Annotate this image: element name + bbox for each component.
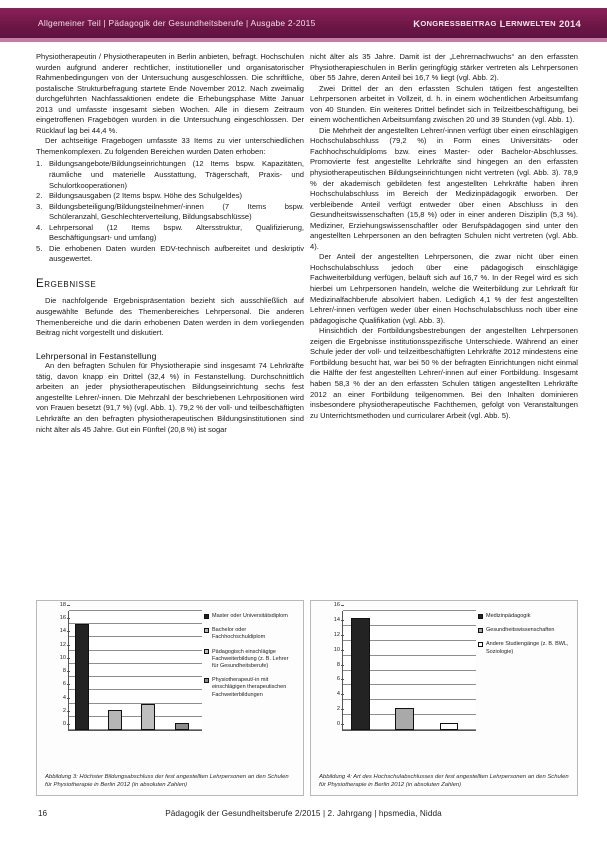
gridline	[69, 716, 202, 717]
gridline	[69, 650, 202, 651]
gridline	[69, 636, 202, 637]
subsection-heading-lehrpersonal: Lehrpersonal in Festanstellung	[36, 350, 157, 361]
left-paragraph-2: Der achtseitige Fragebogen umfasste 33 Items zu vier unterschiedlichen Themenkomplexen. Zu folgenden Bereichen wurden Daten erhoben:	[36, 136, 304, 156]
y-axis-tick-label: 10	[59, 654, 66, 661]
bar-3	[141, 704, 155, 730]
legend-swatch-icon	[478, 642, 483, 647]
legend-label: Physiotherapeut/-in mit einschlägigen therapeutischen Fachweiterbildungen	[212, 677, 287, 698]
list-item-text: Die erhobenen Daten wurden EDV-technisch aufbereitet und deskriptiv ausgewertet.	[49, 243, 304, 264]
legend-swatch-icon	[204, 614, 209, 619]
y-axis-tick-label: 16	[59, 615, 66, 622]
y-axis-tick-label: 0	[336, 721, 340, 727]
right-paragraph-2: Zwei Drittel der an den erfassten Schulen tätigen fest angestellten Lehrpersonen arbeitet in Vollzeit, d. h. in einem wöchentlichen Arbeitsumfang von 40 Stunden. Ein weiteres Drittel befindet sich in Teilzeitbeschäftigung, bei einem wöchentlichen Arbeitsumfang zwischen 20 und 39 Stunden (vgl. Abb. 1).	[310, 83, 578, 125]
legend-swatch-icon	[204, 628, 209, 633]
gridline	[69, 623, 202, 624]
left-paragraph-1: Physiotherapeutin / Physiotherapeuten in Berlin anbieten, befragt. Hochschulen wurden aufgrund anderer rechtlicher, institutioneller und organisatorischer Rahmenbedingungen von der Untersuchung ausgeschlossen. Die schriftliche, postalische Strukturbefragung startete Ende November 2012. Nach zweimalig durchgeführten Nachfassaktionen endete die Erhebungsphase Mitte Januar 2013 und umfasste insgesamt sieben Wochen. Alle in diesem Zeitraum eingetroffenen Fragebögen wurden in die Untersuchung eingeschlossen. Der Rücklauf lag bei 44,4 %.	[36, 52, 304, 135]
chart-area-abbildung-3	[42, 602, 298, 747]
bar-2	[108, 710, 122, 730]
header-kongress-rest: ONGRESSBEITRAG	[420, 18, 497, 28]
header-kongress-initial: K	[413, 17, 421, 29]
list-item-number: 5.	[36, 243, 43, 253]
y-axis-tick-label: 4	[336, 691, 340, 698]
legend-swatch-icon	[478, 614, 483, 619]
left-column	[36, 52, 304, 435]
y-axis-tick-label: 12	[59, 641, 66, 648]
plot-abbildung-4	[333, 602, 476, 731]
list-item-text: Bildungsangebote/Bildungseinrichtungen (12 Items bspw. Kapazitäten, räumliche und materielle Ausstattung, Trägerschaft, Praxis- und Schulortkooperationen)	[49, 159, 304, 190]
legend-label: Medizinpädagogik	[486, 613, 531, 619]
figure-caption-abbildung-3: Abbildung 3: Höchster Bildungsabschluss der fest angestellten Lehrpersonen an den Schulen für Physiotherapie in Berlin 2012 (in absoluten Zahlen)	[45, 773, 289, 788]
list-item-number: 4.	[36, 222, 43, 232]
list-item-number: 2.	[36, 191, 43, 201]
bar-4	[175, 723, 189, 730]
header-lernwelten-rest: ERNWELTEN	[505, 18, 556, 28]
bar-1	[75, 624, 89, 730]
legend-row	[204, 649, 296, 671]
legend-abbildung-3	[204, 613, 296, 706]
list-item	[36, 159, 304, 191]
header-congress-label	[413, 8, 581, 38]
figure-caption-abbildung-4: Abbildung 4: Art des Hochschulabschlusses der fest angestellten Lehrpersonen an den Schulen für Physiotherapie in Berlin 2012 (in absoluten Zahlen)	[319, 773, 569, 788]
legend-label: Andere Studiengänge (z. B. BWL, Soziologie)	[486, 641, 569, 655]
legend-swatch-icon	[478, 628, 483, 633]
list-item-number: 1.	[36, 159, 43, 169]
y-axis-tick-label: 12	[333, 631, 340, 638]
bar-2	[395, 708, 414, 730]
legend-swatch-icon	[204, 649, 209, 654]
y-axis-tick-label: 6	[336, 676, 340, 683]
gridline	[69, 676, 202, 677]
figure-abbildung-4	[310, 600, 578, 796]
bar-1	[351, 618, 370, 730]
y-axis-tick-label: 8	[336, 661, 340, 668]
figure-abbildung-3	[36, 600, 304, 796]
list-item-text: Lehrpersonal (12 Items bspw. Altersstruktur, Qualifizierung, Beschäftigungsart- und umfang)	[49, 222, 304, 243]
left-paragraph-4: An den befragten Schulen für Physiotherapie sind insgesamt 74 Lehrkräfte tätig, davon knapp ein Drittel (32,4 %) in Festanstellung. Durchschnittlich arbeiten an jeder physiotherapeutischen Bildungseinrichtung sechs fest angestellte Lehrer/-innen. Die Mehrzahl der beschriebenen Lehrpositionen wird von Frauen besetzt (91,7 %) (vgl. Abb. 1). 79,2 % der voll- und teilbeschäftigten Lehrkräfte an den befragten physiotherapeutischen Bildungsinstitutionen sind nicht älter als 45 Jahre. Gut ein Fünftel (20,8 %) ist sogar	[36, 361, 304, 434]
plot-abbildung-3	[59, 602, 202, 731]
gridline	[343, 610, 476, 611]
gridline	[69, 689, 202, 690]
header-lernwelten-initial: L	[499, 17, 506, 29]
survey-topics-list	[36, 159, 304, 264]
list-item	[36, 223, 304, 244]
footer-page-number: 16	[38, 809, 48, 818]
y-axis-tick-label: 6	[62, 681, 66, 688]
gridline	[69, 703, 202, 704]
header-breadcrumb: Allgemeiner Teil | Pädagogik der Gesundheitsberufe | Ausgabe 2-2015	[38, 18, 316, 28]
right-paragraph-1: nicht älter als 35 Jahre. Damit ist der „Lehrernachwuchs“ an den erfassten Physiotherapieschulen in Berlin geringfügig stärker vertreten als Lehrpersonen über 55 Jahre, deren Anteil bei 16,7 % liegt (vgl. Abb. 2).	[310, 52, 578, 83]
list-item-text: Bildungsausgaben (2 Items bspw. Höhe des Schulgeldes)	[49, 191, 242, 201]
legend-row	[478, 627, 570, 634]
y-axis-tick-label: 16	[333, 602, 340, 608]
y-axis-tick-label: 2	[62, 707, 66, 714]
legend-row	[478, 641, 570, 655]
gridline	[69, 610, 202, 611]
list-item	[36, 191, 304, 202]
right-paragraph-3: Die Mehrheit der angestellten Lehrer/-innen verfügt über einen einschlägigen Hochschulabschluss (79,2 %) in Form eines Universitäts- oder Fachhochschuldiploms bzw. eines Master- oder Bachelor-Abschlusses. Promovierte fest angestellte Lehrkräfte sind hingegen an den erfassten physiotherapeutischen Bildungseinrichtungen nicht vertreten (vgl. Abb. 3). 78,9 % der akademisch gebildeten fest angestellten Lehrkräfte haben ihren Hochschulabschluss im Bereich der Medizinpädagogik erworben. Der verbleibende Anteil verfügt entweder über einen Abschluss in den Gesundheitswissenschaften (15,8 %) oder in einer anderen Disziplin (5,3 %). Mediziner, Erziehungswissenschaftler oder Berufspädagogen sind unter den angestellten Lehrpersonen an den befragten Schulen nicht vertreten (vgl. Abb. 4).	[310, 125, 578, 251]
legend-row	[204, 613, 296, 620]
y-axis-tick-label: 2	[336, 706, 340, 713]
y-axis-tick-label: 8	[62, 668, 66, 675]
section-heading-ergebnisse: Ergebnisse	[36, 277, 97, 290]
header-year: 2014	[558, 17, 581, 29]
list-item-number: 3.	[36, 201, 43, 211]
left-paragraph-3: Die nachfolgende Ergebnispräsentation bezieht sich ausschließlich auf ausgewählte Befunde des Themenbereiches Lehrpersonal. Die anderen Themenbereiche und die darin erhobenen Daten werden in dem vorliegenden Beitrag nicht vorgestellt und diskutiert.	[36, 296, 304, 338]
bar-3	[440, 723, 459, 730]
page-footer	[0, 809, 607, 823]
legend-row	[478, 613, 570, 620]
legend-label: Master oder Universitätsdiplom	[212, 613, 288, 619]
legend-swatch-icon	[204, 678, 209, 683]
list-item	[36, 202, 304, 223]
legend-abbildung-4	[478, 613, 570, 663]
y-axis-tick-label: 18	[59, 602, 66, 608]
y-axis-tick-label: 0	[62, 721, 66, 727]
legend-label: Bachelor oder Fachhochschuldiplom	[212, 627, 266, 641]
legend-row	[204, 677, 296, 699]
legend-label: Gesundheitswissenschaften	[486, 627, 555, 634]
right-paragraph-4: Der Anteil der angestellten Lehrpersonen, die zwar nicht über einen Hochschulabschluss jedoch über eine pädagogisch einschlägige Fachweiterbildung verfügen, beläuft sich auf 16,7 %. In der Regel wird es sich hierbei um Lehrpersonen handeln, welche die Weiterbildung zur Lehrkraft für Medizinalfachberufe absolviert haben. Lediglich 4,1 % der fest angestellten Lehrer/-innen verfügen weder über einen Hochschulabschluss noch über eine pädagogische Qualifikation (vgl. Abb. 3).	[310, 252, 578, 325]
y-axis-tick-label: 4	[62, 694, 66, 701]
y-axis-tick-label: 14	[59, 628, 66, 635]
right-column	[310, 52, 578, 421]
list-item	[36, 244, 304, 265]
chart-area-abbildung-4	[316, 602, 572, 747]
footer-journal-line: Pädagogik der Gesundheitsberufe 2/2015 | 2. Jahrgang | hpsmedia, Nidda	[165, 809, 442, 818]
y-axis-tick-label: 10	[333, 646, 340, 653]
list-item-text: Bildungsbeteiligung/Bildungsteilnehmer/-innen (7 Items bspw. Schüleranzahl, Geschlechterverteilung, Bildungsabschlüsse)	[49, 201, 304, 222]
y-axis-tick-label: 14	[333, 616, 340, 623]
legend-label: Pädagogisch einschlägige Fachweiterbildung (z. B. Lehrer für Gesundheitsberufe)	[212, 648, 289, 670]
right-paragraph-5: Hinsichtlich der Fortbildungsbestrebungen der angestellten Lehrpersonen zeigen die Ergebnisse institutionsspezifische Unterschiede. Während an einer Schule jeder der voll- und teilzeitbeschäftigten Lehrkräfte 2012 mindestens eine Fortbildung besucht hat, war bei 50 % der befragten Einrichtungen nicht einmal die Hälfte der fest angestellten Lehrer/-innen auf einer Fortbildung. Insgesamt haben 58,3 % der an den erfassten Schulen tätigen angestellten Lehrkräfte 2012 an einer Fortbildung teilgenommen. Bei den Inhalten dominieren insbesondere physiotherapeutische Fachthemen, gefolgt von Veranstaltungen zu Unterrichtsmethoden und curricularer Arbeit (vgl. Abb. 5).	[310, 326, 578, 420]
gridline	[69, 663, 202, 664]
legend-row	[204, 627, 296, 641]
page-header	[0, 8, 607, 38]
